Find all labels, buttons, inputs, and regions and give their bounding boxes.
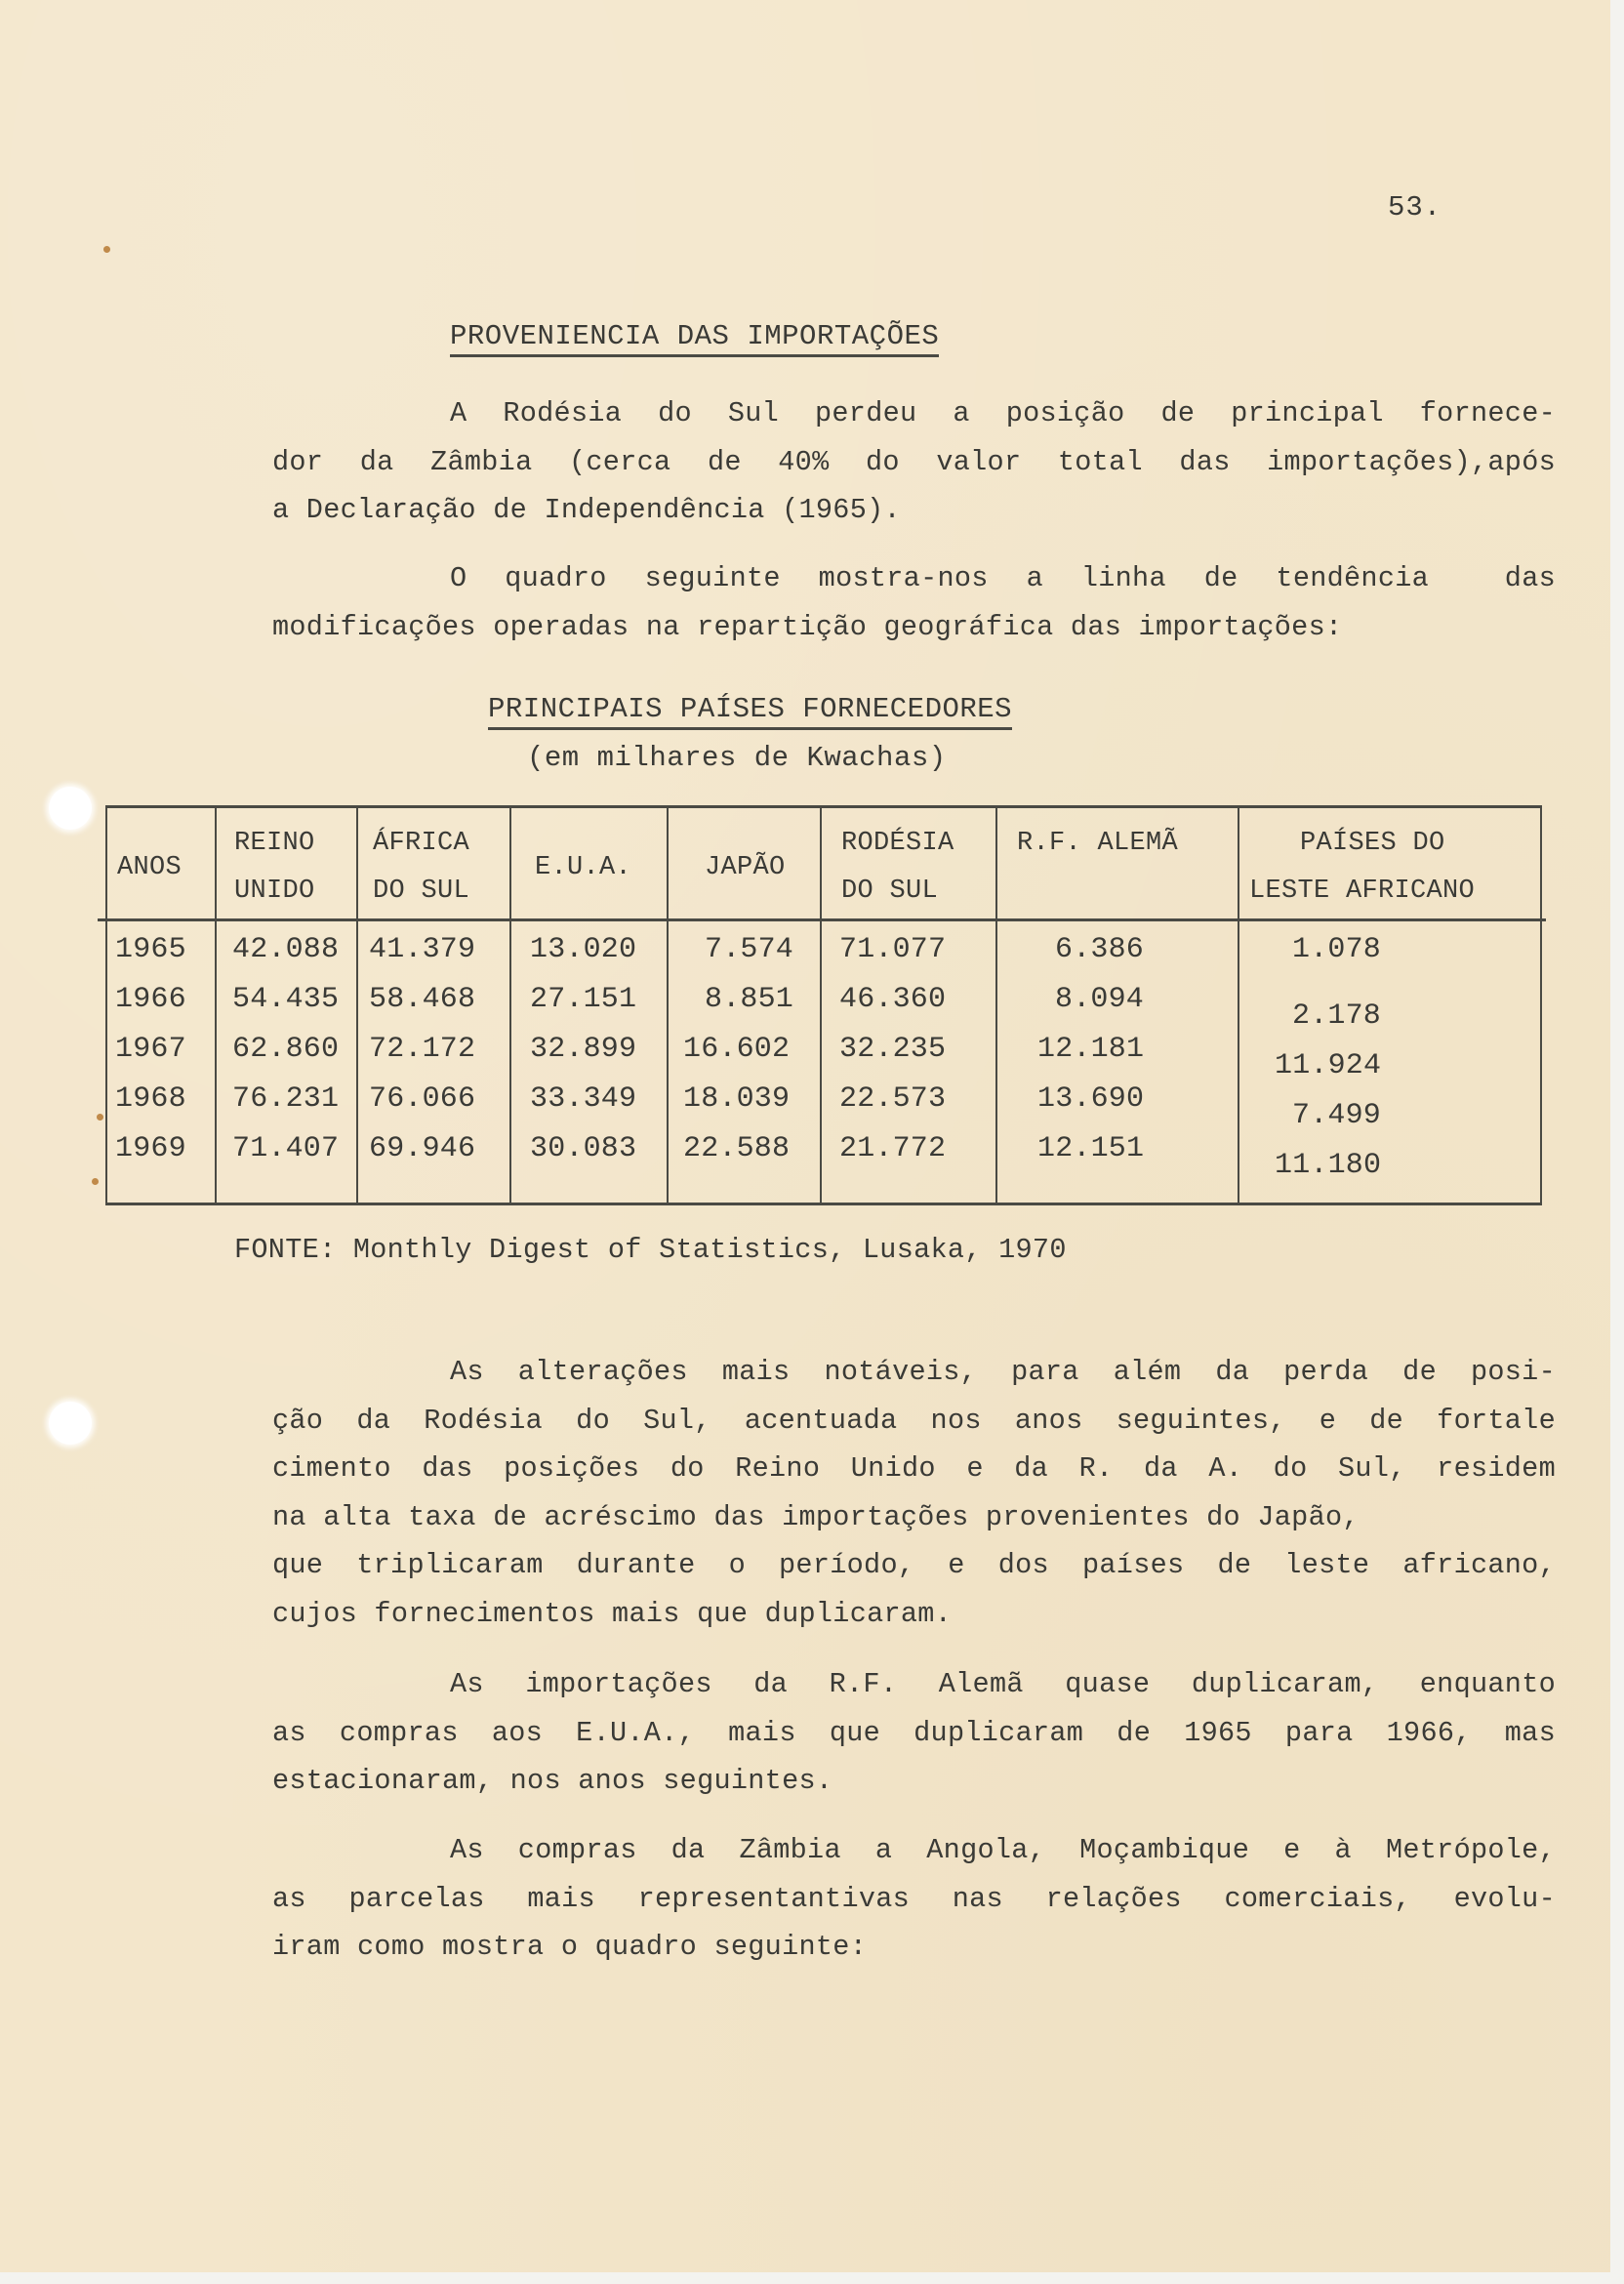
cell-leste-africano: 2.178 [1292,999,1382,1033]
cell-leste-africano: 7.499 [1292,1099,1382,1132]
cell-africa-do-sul: 69.946 [369,1132,476,1165]
cell-rodesia-do-sul: 46.360 [839,983,947,1016]
table-title: PRINCIPAIS PAÍSES FORNECEDORES [488,693,1012,730]
rust-speck [97,1114,103,1121]
column-divider [356,808,358,1203]
cell-reino-unido: 54.435 [232,983,340,1016]
cell-japao: 7.574 [705,933,794,966]
column-divider [509,808,511,1203]
column-divider [1238,808,1239,1203]
cell-eua: 27.151 [530,983,637,1016]
cell-rodesia-do-sul: 32.235 [839,1033,947,1066]
paragraph-intro [272,389,1556,535]
header-anos: ANOS [117,853,183,882]
paragraph-germany-usa [272,1660,1556,1806]
paragraph-angola-mozambique [272,1826,1556,1972]
paragraph-line: as parcelas mais representantivas nas relações comerciais, evolu- [272,1882,1556,1915]
column-divider [995,808,997,1203]
paragraph-line: As importações da R.F. Alemã quase duplicaram, enquanto [450,1668,1556,1700]
paragraph-line: ção da Rodésia do Sul, acentuada nos anos seguintes, e de fortale [272,1404,1556,1437]
paragraph-line: iram como mostra o quadro seguinte: [272,1931,868,1963]
cell-reino-unido: 76.231 [232,1082,340,1116]
cell-japao: 8.851 [705,983,794,1016]
paragraph-line: As compras da Zâmbia a Angola, Moçambique e à Metrópole, [450,1834,1556,1866]
cell-eua: 30.083 [530,1132,637,1165]
table-subtitle: (em milhares de Kwachas) [527,742,947,774]
cell-leste-africano: 1.078 [1292,933,1382,966]
cell-year: 1965 [115,933,186,966]
page-number: 53. [1388,191,1442,224]
cell-rf-alema: 13.690 [1037,1082,1145,1116]
cell-rodesia-do-sul: 22.573 [839,1082,947,1116]
paragraph-line: estacionaram, nos anos seguintes. [272,1765,833,1797]
cell-eua: 13.020 [530,933,637,966]
cell-rf-alema: 12.151 [1037,1132,1145,1165]
cell-leste-africano: 11.924 [1275,1049,1382,1082]
paragraph-notable-changes [272,1348,1556,1638]
paragraph-line: A Rodésia do Sul perdeu a posição de principal fornece- [450,397,1556,429]
header-reino-unido: REINO UNIDO [234,829,315,906]
cell-reino-unido: 62.860 [232,1033,340,1066]
paragraph-line: a Declaração de Independência (1965). [272,494,901,526]
column-divider [820,808,822,1203]
cell-leste-africano: 11.180 [1275,1149,1382,1182]
paragraph-line: modificações operadas na repartição geográfica das importações: [272,610,1343,643]
column-divider [215,808,217,1203]
cell-rf-alema: 6.386 [1055,933,1145,966]
header-japao: JAPÃO [705,853,786,882]
cell-japao: 16.602 [683,1033,791,1066]
paragraph-line: dor da Zâmbia (cerca de 40% do valor total das importações),após [272,445,1556,478]
cell-africa-do-sul: 72.172 [369,1033,476,1066]
cell-japao: 18.039 [683,1082,791,1116]
header-rodesia-do-sul: RODÉSIA DO SUL [841,829,954,906]
cell-year: 1968 [115,1082,186,1116]
cell-year: 1969 [115,1132,186,1165]
column-divider [667,808,669,1203]
cell-africa-do-sul: 76.066 [369,1082,476,1116]
cell-japao: 22.588 [683,1132,791,1165]
cell-africa-do-sul: 41.379 [369,933,476,966]
cell-africa-do-sul: 58.468 [369,983,476,1016]
paragraph-line: As alterações mais notáveis, para além da perda de posi- [450,1356,1556,1388]
suppliers-table [105,805,1542,1205]
header-africa-do-sul: ÁFRICA DO SUL [373,829,470,906]
cell-reino-unido: 42.088 [232,933,340,966]
header-rule [98,918,1546,921]
cell-rodesia-do-sul: 71.077 [839,933,947,966]
punch-hole-top [49,787,92,830]
cell-rodesia-do-sul: 21.772 [839,1132,947,1165]
cell-rf-alema: 8.094 [1055,983,1145,1016]
paragraph-line: que triplicaram durante o período, e dos países de leste africano, [272,1549,1556,1581]
punch-hole-bottom [49,1402,92,1445]
cell-eua: 33.349 [530,1082,637,1116]
paragraph-line: as compras aos E.U.A., mais que duplicaram de 1965 para 1966, mas [272,1716,1556,1749]
header-rf-alema: R.F. ALEMÃ [1017,829,1179,858]
rust-speck [103,246,110,253]
cell-eua: 32.899 [530,1033,637,1066]
rust-speck [92,1178,99,1185]
cell-year: 1966 [115,983,186,1016]
paragraph-table-intro [272,554,1556,651]
cell-reino-unido: 71.407 [232,1132,340,1165]
paragraph-line: O quadro seguinte mostra-nos a linha de tendência das [450,562,1556,594]
cell-rf-alema: 12.181 [1037,1033,1145,1066]
header-eua: E.U.A. [535,853,632,882]
paragraph-line: cimento das posições do Reino Unido e da R. da A. do Sul, residem [272,1452,1556,1485]
cell-year: 1967 [115,1033,186,1066]
header-paises-leste-africano: PAÍSES DO LESTE AFRICANO [1249,829,1476,906]
table-source: FONTE: Monthly Digest of Statistics, Lusaka, 1970 [234,1234,1067,1266]
paragraph-line: na alta taxa de acréscimo das importações provenientes do Japão, [272,1500,1360,1533]
paragraph-line: cujos fornecimentos mais que duplicaram. [272,1597,953,1630]
section-title: PROVENIENCIA DAS IMPORTAÇÕES [450,320,939,357]
